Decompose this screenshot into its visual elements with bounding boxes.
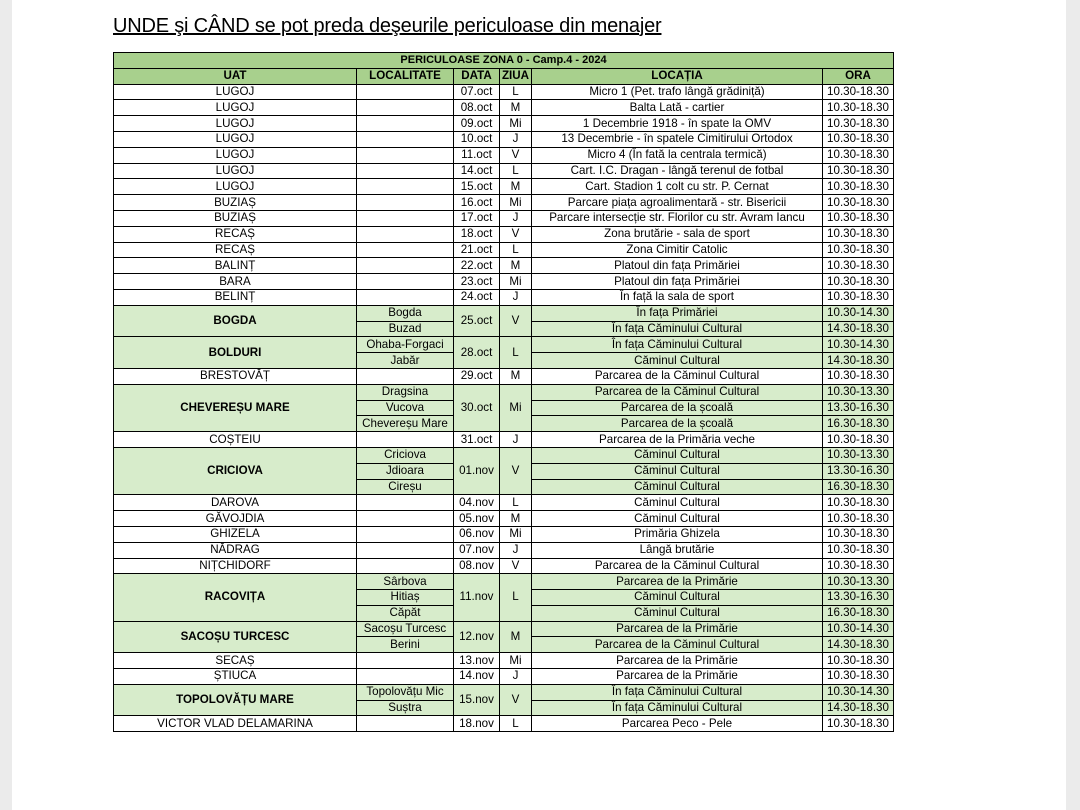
cell-ziua: Mi (500, 274, 532, 290)
cell-localitate (357, 242, 454, 258)
table-row (114, 116, 894, 132)
cell-localitate (357, 432, 454, 448)
cell-locatia: Platoul din fața Primăriei (532, 274, 823, 290)
table-row (114, 716, 894, 732)
cell-ora: 10.30-18.30 (823, 653, 894, 669)
cell-ora: 10.30-13.30 (823, 384, 894, 400)
cell-locatia: Căminul Cultural (532, 590, 823, 606)
cell-ziua: L (500, 242, 532, 258)
cell-uat: RECAȘ (114, 226, 357, 242)
cell-locatia: Platoul din fața Primăriei (532, 258, 823, 274)
cell-ora: 10.30-14.30 (823, 684, 894, 700)
cell-ora: 10.30-18.30 (823, 84, 894, 100)
cell-ziua: L (500, 163, 532, 179)
table-row (114, 179, 894, 195)
cell-data: 06.nov (454, 526, 500, 542)
cell-localitate: Cireșu (357, 479, 454, 495)
header-data: DATA (454, 68, 500, 84)
cell-uat: VICTOR VLAD DELAMARINA (114, 716, 357, 732)
cell-data: 09.oct (454, 116, 500, 132)
table-row (114, 84, 894, 100)
cell-uat: COȘTEIU (114, 432, 357, 448)
table-row (114, 526, 894, 542)
cell-ziua: Mi (500, 653, 532, 669)
cell-ora: 10.30-18.30 (823, 100, 894, 116)
cell-ora: 14.30-18.30 (823, 637, 894, 653)
cell-ora: 14.30-18.30 (823, 353, 894, 369)
cell-ora: 10.30-18.30 (823, 195, 894, 211)
cell-localitate: Ohaba-Forgaci (357, 337, 454, 353)
table-row (114, 558, 894, 574)
table-row (114, 653, 894, 669)
cell-data: 04.nov (454, 495, 500, 511)
cell-uat: LUGOJ (114, 179, 357, 195)
cell-localitate: Suștra (357, 700, 454, 716)
cell-ziua: M (500, 100, 532, 116)
cell-ziua: J (500, 669, 532, 685)
cell-data: 08.nov (454, 558, 500, 574)
table-row (114, 274, 894, 290)
cell-ziua: M (500, 368, 532, 384)
cell-uat: BOGDA (114, 305, 357, 337)
cell-uat: NIȚCHIDORF (114, 558, 357, 574)
cell-ziua: M (500, 179, 532, 195)
cell-data: 17.oct (454, 210, 500, 226)
cell-uat: BARA (114, 274, 357, 290)
cell-locatia: Parcarea Peco - Pele (532, 716, 823, 732)
cell-localitate: Vucova (357, 400, 454, 416)
cell-ziua: J (500, 131, 532, 147)
table-row (114, 163, 894, 179)
cell-uat: BOLDURI (114, 337, 357, 369)
cell-locatia: În fața Primăriei (532, 305, 823, 321)
table-header-row (114, 68, 894, 84)
cell-localitate: Berini (357, 637, 454, 653)
cell-localitate: Hitiaș (357, 590, 454, 606)
cell-ziua: L (500, 337, 532, 369)
cell-locatia: Parcarea de la Primărie (532, 621, 823, 637)
header-ora: ORA (823, 68, 894, 84)
cell-uat: BUZIAȘ (114, 210, 357, 226)
cell-locatia: Căminul Cultural (532, 511, 823, 527)
cell-localitate (357, 131, 454, 147)
cell-ora: 10.30-18.30 (823, 226, 894, 242)
cell-ora: 10.30-18.30 (823, 432, 894, 448)
header-localitate: LOCALITATE (357, 68, 454, 84)
cell-localitate (357, 716, 454, 732)
cell-ora: 10.30-18.30 (823, 558, 894, 574)
cell-uat: CHEVEREȘU MARE (114, 384, 357, 431)
cell-localitate: Bogda (357, 305, 454, 321)
cell-ziua: Mi (500, 384, 532, 431)
cell-ziua: V (500, 558, 532, 574)
cell-localitate: Buzad (357, 321, 454, 337)
cell-data: 10.oct (454, 131, 500, 147)
cell-ora: 13.30-16.30 (823, 590, 894, 606)
cell-localitate (357, 226, 454, 242)
cell-ora: 10.30-18.30 (823, 669, 894, 685)
cell-ora: 10.30-18.30 (823, 495, 894, 511)
cell-data: 15.oct (454, 179, 500, 195)
cell-locatia: Parcarea de la Primărie (532, 669, 823, 685)
table-row (114, 305, 894, 321)
cell-localitate: Topolovățu Mic (357, 684, 454, 700)
cell-uat: LUGOJ (114, 147, 357, 163)
cell-ora: 10.30-18.30 (823, 289, 894, 305)
cell-locatia: Zona brutărie - sala de sport (532, 226, 823, 242)
cell-data: 14.oct (454, 163, 500, 179)
cell-ziua: V (500, 305, 532, 337)
cell-ziua: J (500, 289, 532, 305)
header-uat: UAT (114, 68, 357, 84)
cell-ora: 14.30-18.30 (823, 321, 894, 337)
table-row (114, 210, 894, 226)
cell-uat: BELINȚ (114, 289, 357, 305)
cell-data: 13.nov (454, 653, 500, 669)
cell-localitate (357, 526, 454, 542)
cell-ziua: M (500, 511, 532, 527)
cell-localitate: Chevereșu Mare (357, 416, 454, 432)
cell-localitate: Dragsina (357, 384, 454, 400)
cell-locatia: Lângă brutărie (532, 542, 823, 558)
cell-ora: 10.30-18.30 (823, 716, 894, 732)
cell-data: 24.oct (454, 289, 500, 305)
cell-locatia: În fața Căminului Cultural (532, 700, 823, 716)
cell-uat: BALINȚ (114, 258, 357, 274)
cell-locatia: Parcare piața agroalimentară - str. Bisericii (532, 195, 823, 211)
cell-locatia: Căminul Cultural (532, 495, 823, 511)
cell-locatia: Parcarea de la școală (532, 400, 823, 416)
table-row (114, 131, 894, 147)
cell-ora: 10.30-18.30 (823, 242, 894, 258)
cell-ora: 14.30-18.30 (823, 700, 894, 716)
cell-ora: 10.30-14.30 (823, 305, 894, 321)
cell-locatia: Micro 1 (Pet. trafo lângă grădiniță) (532, 84, 823, 100)
cell-ziua: V (500, 147, 532, 163)
cell-ora: 16.30-18.30 (823, 605, 894, 621)
cell-data: 30.oct (454, 384, 500, 431)
cell-ziua: L (500, 84, 532, 100)
cell-ziua: V (500, 226, 532, 242)
cell-localitate (357, 116, 454, 132)
table-row (114, 337, 894, 353)
cell-data: 11.nov (454, 574, 500, 621)
table-row (114, 511, 894, 527)
cell-uat: ȘTIUCA (114, 669, 357, 685)
cell-locatia: Parcarea de la Căminul Cultural (532, 368, 823, 384)
cell-uat: DAROVA (114, 495, 357, 511)
cell-ora: 10.30-18.30 (823, 511, 894, 527)
cell-ora: 10.30-18.30 (823, 131, 894, 147)
cell-localitate (357, 511, 454, 527)
cell-ziua: J (500, 542, 532, 558)
cell-uat: CRICIOVA (114, 447, 357, 494)
cell-ora: 10.30-13.30 (823, 447, 894, 463)
cell-locatia: În fața Căminului Cultural (532, 337, 823, 353)
cell-uat: LUGOJ (114, 116, 357, 132)
cell-localitate (357, 368, 454, 384)
table-row (114, 368, 894, 384)
cell-ora: 10.30-14.30 (823, 337, 894, 353)
table-row (114, 195, 894, 211)
cell-ora: 16.30-18.30 (823, 416, 894, 432)
cell-ziua: Mi (500, 116, 532, 132)
cell-uat: NĂDRAG (114, 542, 357, 558)
cell-locatia: Căminul Cultural (532, 605, 823, 621)
cell-ora: 10.30-18.30 (823, 116, 894, 132)
cell-locatia: Balta Lată - cartier (532, 100, 823, 116)
cell-localitate (357, 147, 454, 163)
cell-localitate (357, 210, 454, 226)
table-row (114, 621, 894, 637)
table-row (114, 100, 894, 116)
table-row (114, 147, 894, 163)
cell-localitate (357, 542, 454, 558)
page-title: UNDE şi CÂND se pot preda deşeurile periculoase din menajer (113, 15, 662, 37)
cell-data: 01.nov (454, 447, 500, 494)
cell-uat: BRESTOVĂȚ (114, 368, 357, 384)
cell-localitate (357, 195, 454, 211)
cell-localitate (357, 495, 454, 511)
cell-data: 28.oct (454, 337, 500, 369)
cell-locatia: Parcarea de la Căminul Cultural (532, 558, 823, 574)
cell-localitate (357, 289, 454, 305)
cell-locatia: În fața Căminului Cultural (532, 321, 823, 337)
cell-localitate: Sacoșu Turcesc (357, 621, 454, 637)
cell-localitate: Căpăt (357, 605, 454, 621)
cell-locatia: Zona Cimitir Catolic (532, 242, 823, 258)
cell-locatia: Parcarea de la Primărie (532, 653, 823, 669)
cell-locatia: Parcarea de la Primărie (532, 574, 823, 590)
table-row (114, 669, 894, 685)
cell-uat: BUZIAȘ (114, 195, 357, 211)
cell-locatia: Cart. I.C. Dragan - lângă terenul de fotbal (532, 163, 823, 179)
cell-ora: 10.30-18.30 (823, 163, 894, 179)
cell-data: 05.nov (454, 511, 500, 527)
cell-locatia: Parcarea de la Căminul Cultural (532, 637, 823, 653)
cell-ora: 13.30-16.30 (823, 463, 894, 479)
document-page (12, 0, 1066, 810)
cell-locatia: În fața Căminului Cultural (532, 684, 823, 700)
cell-data: 16.oct (454, 195, 500, 211)
cell-locatia: Cart. Stadion 1 colt cu str. P. Cernat (532, 179, 823, 195)
table-banner: PERICULOASE ZONA 0 - Camp.4 - 2024 (114, 53, 894, 69)
cell-uat: LUGOJ (114, 100, 357, 116)
cell-ora: 10.30-18.30 (823, 542, 894, 558)
cell-ziua: L (500, 574, 532, 621)
cell-uat: LUGOJ (114, 163, 357, 179)
cell-ora: 10.30-18.30 (823, 274, 894, 290)
table-row (114, 684, 894, 700)
table-row (114, 258, 894, 274)
cell-localitate (357, 669, 454, 685)
cell-localitate (357, 84, 454, 100)
cell-data: 23.oct (454, 274, 500, 290)
cell-ziua: M (500, 621, 532, 653)
cell-localitate: Sârbova (357, 574, 454, 590)
table-row (114, 542, 894, 558)
cell-uat: RECAȘ (114, 242, 357, 258)
cell-localitate (357, 274, 454, 290)
cell-data: 22.oct (454, 258, 500, 274)
cell-localitate (357, 653, 454, 669)
cell-locatia: În față la sala de sport (532, 289, 823, 305)
cell-data: 14.nov (454, 669, 500, 685)
cell-locatia: 1 Decembrie 1918 - în spate la OMV (532, 116, 823, 132)
table-row (114, 447, 894, 463)
cell-uat: SACOȘU TURCESC (114, 621, 357, 653)
cell-ora: 10.30-18.30 (823, 179, 894, 195)
table-row (114, 384, 894, 400)
cell-data: 12.nov (454, 621, 500, 653)
table-row (114, 574, 894, 590)
cell-locatia: Căminul Cultural (532, 353, 823, 369)
table-row (114, 289, 894, 305)
cell-uat: SECAȘ (114, 653, 357, 669)
cell-locatia: Parcarea de la școală (532, 416, 823, 432)
cell-uat: LUGOJ (114, 131, 357, 147)
cell-data: 15.nov (454, 684, 500, 716)
cell-localitate (357, 100, 454, 116)
cell-uat: TOPOLOVĂȚU MARE (114, 684, 357, 716)
table-row (114, 242, 894, 258)
schedule-table (113, 52, 894, 732)
cell-data: 07.oct (454, 84, 500, 100)
cell-data: 31.oct (454, 432, 500, 448)
cell-ziua: Mi (500, 195, 532, 211)
cell-localitate: Jdioara (357, 463, 454, 479)
cell-ziua: M (500, 258, 532, 274)
cell-uat: GĂVOJDIA (114, 511, 357, 527)
cell-localitate (357, 558, 454, 574)
cell-data: 07.nov (454, 542, 500, 558)
cell-locatia: Căminul Cultural (532, 479, 823, 495)
cell-data: 25.oct (454, 305, 500, 337)
cell-data: 11.oct (454, 147, 500, 163)
cell-ziua: L (500, 495, 532, 511)
cell-ora: 10.30-18.30 (823, 147, 894, 163)
cell-data: 21.oct (454, 242, 500, 258)
table-row (114, 226, 894, 242)
cell-localitate (357, 179, 454, 195)
cell-data: 18.nov (454, 716, 500, 732)
cell-ziua: L (500, 716, 532, 732)
cell-data: 18.oct (454, 226, 500, 242)
cell-locatia: 13 Decembrie - în spatele Cimitirului Ortodox (532, 131, 823, 147)
header-ziua: ZIUA (500, 68, 532, 84)
cell-locatia: Parcarea de la Căminul Cultural (532, 384, 823, 400)
table-banner-row (114, 53, 894, 69)
cell-ora: 10.30-18.30 (823, 368, 894, 384)
cell-data: 29.oct (454, 368, 500, 384)
cell-locatia: Parcarea de la Primăria veche (532, 432, 823, 448)
cell-localitate (357, 163, 454, 179)
cell-ziua: Mi (500, 526, 532, 542)
table-row (114, 495, 894, 511)
cell-ora: 13.30-16.30 (823, 400, 894, 416)
cell-locatia: Micro 4 (În fată la centrala termică) (532, 147, 823, 163)
cell-ora: 10.30-13.30 (823, 574, 894, 590)
cell-ora: 10.30-14.30 (823, 621, 894, 637)
cell-locatia: Parcare intersecție str. Florilor cu str. Avram Iancu (532, 210, 823, 226)
cell-ora: 10.30-18.30 (823, 258, 894, 274)
cell-ziua: V (500, 684, 532, 716)
cell-ziua: J (500, 432, 532, 448)
cell-ora: 10.30-18.30 (823, 210, 894, 226)
cell-ziua: J (500, 210, 532, 226)
header-locatia: LOCAȚIA (532, 68, 823, 84)
cell-uat: LUGOJ (114, 84, 357, 100)
cell-uat: GHIZELA (114, 526, 357, 542)
cell-localitate: Criciova (357, 447, 454, 463)
cell-ora: 10.30-18.30 (823, 526, 894, 542)
cell-locatia: Primăria Ghizela (532, 526, 823, 542)
cell-ziua: V (500, 447, 532, 494)
cell-localitate: Jabăr (357, 353, 454, 369)
table-row (114, 432, 894, 448)
cell-locatia: Căminul Cultural (532, 447, 823, 463)
cell-localitate (357, 258, 454, 274)
cell-locatia: Căminul Cultural (532, 463, 823, 479)
cell-ora: 16.30-18.30 (823, 479, 894, 495)
cell-uat: RACOVIȚA (114, 574, 357, 621)
cell-data: 08.oct (454, 100, 500, 116)
